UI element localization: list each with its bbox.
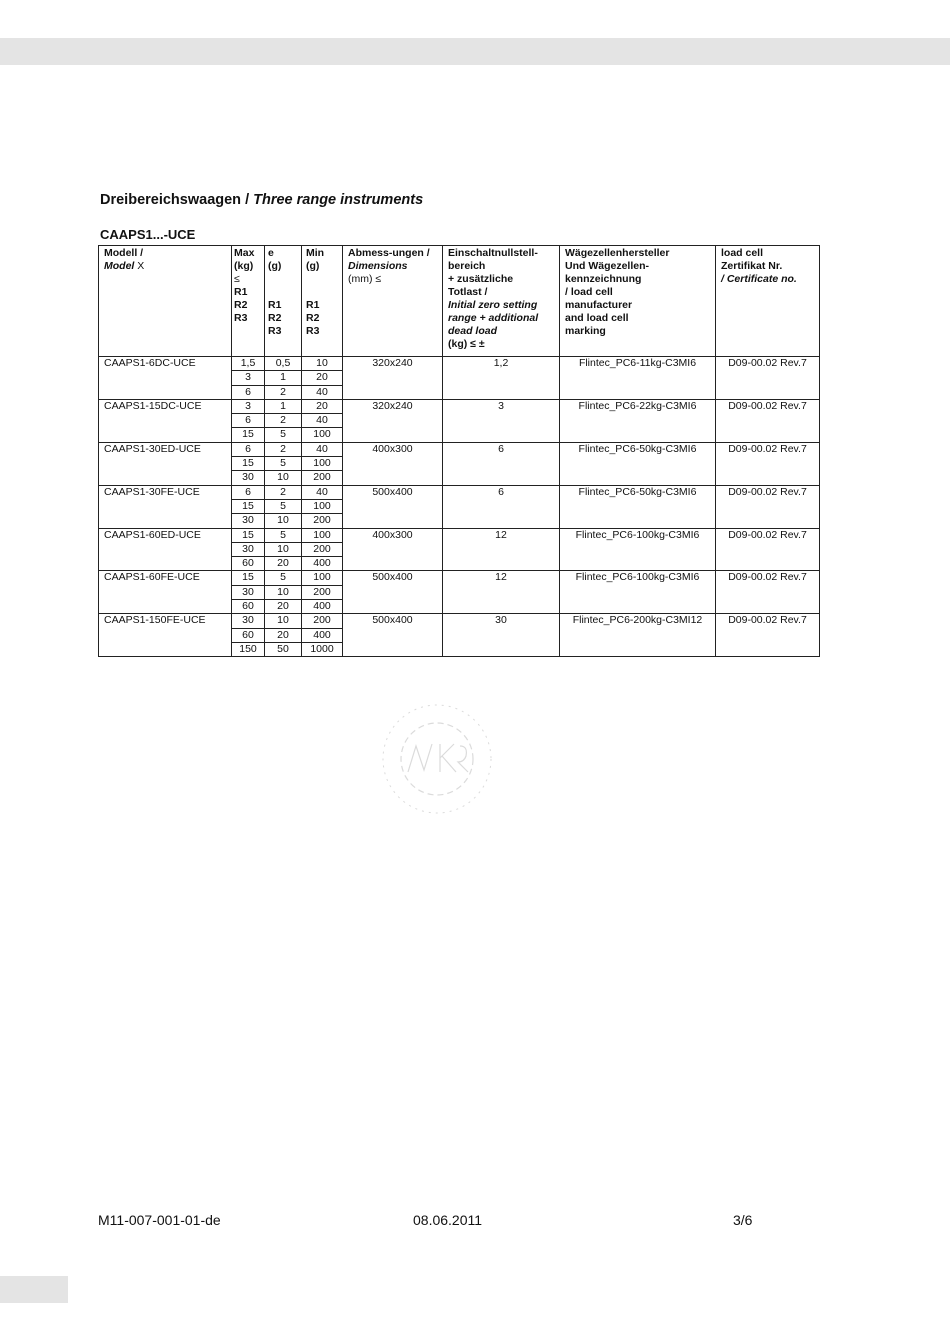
header-dimensions: Abmess-ungen / Dimensions (mm) ≤ <box>343 246 443 357</box>
min-cell: 400 <box>302 557 343 571</box>
load-cell-cell: Flintec_PC6-100kg-C3MI6 <box>560 571 716 614</box>
section-heading: Dreibereichswaagen / Three range instruments <box>100 192 424 208</box>
model-cell: CAAPS1-30FE-UCE <box>99 485 232 528</box>
header-certificate: load cell Zertifikat Nr. / Certificate no. <box>716 246 820 357</box>
dimensions-cell: 400x300 <box>343 528 443 571</box>
min-cell: 1000 <box>302 642 343 656</box>
table-row <box>99 399 820 413</box>
model-series-title: CAAPS1...-UCE <box>100 227 196 242</box>
max-cell: 3 <box>232 399 265 413</box>
three-range-spec-table <box>98 245 820 657</box>
e-cell: 20 <box>265 557 302 571</box>
load-cell-cell: Flintec_PC6-11kg-C3MI6 <box>560 357 716 400</box>
min-cell: 200 <box>302 585 343 599</box>
load-cell-cell: Flintec_PC6-22kg-C3MI6 <box>560 399 716 442</box>
min-cell: 40 <box>302 385 343 399</box>
load-cell-cell: Flintec_PC6-50kg-C3MI6 <box>560 442 716 485</box>
dimensions-cell: 320x240 <box>343 399 443 442</box>
min-cell: 200 <box>302 471 343 485</box>
max-cell: 60 <box>232 557 265 571</box>
table-header-row <box>99 246 820 357</box>
min-cell: 100 <box>302 528 343 542</box>
max-cell: 30 <box>232 542 265 556</box>
model-cell: CAAPS1-15DC-UCE <box>99 399 232 442</box>
table-row <box>99 357 820 371</box>
certificate-cell: D09-00.02 Rev.7 <box>716 399 820 442</box>
e-cell: 2 <box>265 414 302 428</box>
max-cell: 15 <box>232 499 265 513</box>
table-row <box>99 571 820 585</box>
load-cell-cell: Flintec_PC6-50kg-C3MI6 <box>560 485 716 528</box>
max-cell: 15 <box>232 528 265 542</box>
min-cell: 400 <box>302 600 343 614</box>
e-cell: 50 <box>265 642 302 656</box>
e-cell: 5 <box>265 428 302 442</box>
header-e: e (g) R1 R2 R3 <box>265 246 302 357</box>
e-cell: 5 <box>265 499 302 513</box>
dimensions-cell: 400x300 <box>343 442 443 485</box>
document-id: M11-007-001-01-de <box>98 1212 221 1228</box>
zero-cell: 12 <box>443 528 560 571</box>
e-cell: 10 <box>265 514 302 528</box>
header-load-cell-manufacturer: Wägezellenhersteller Und Wägezellen- kennzeichnung / load cell manufacturer and load cell marking <box>560 246 716 357</box>
model-cell: CAAPS1-150FE-UCE <box>99 614 232 657</box>
header-max: Max (kg) ≤ R1 R2 R3 <box>232 246 265 357</box>
certificate-cell: D09-00.02 Rev.7 <box>716 528 820 571</box>
table-row <box>99 614 820 628</box>
e-cell: 5 <box>265 571 302 585</box>
min-cell: 100 <box>302 499 343 513</box>
min-cell: 40 <box>302 485 343 499</box>
max-cell: 60 <box>232 600 265 614</box>
min-cell: 400 <box>302 628 343 642</box>
e-cell: 20 <box>265 628 302 642</box>
min-cell: 10 <box>302 357 343 371</box>
zero-cell: 30 <box>443 614 560 657</box>
e-cell: 10 <box>265 585 302 599</box>
min-cell: 20 <box>302 399 343 413</box>
dimensions-cell: 500x400 <box>343 614 443 657</box>
max-cell: 6 <box>232 485 265 499</box>
min-cell: 40 <box>302 414 343 428</box>
e-cell: 5 <box>265 457 302 471</box>
max-cell: 6 <box>232 385 265 399</box>
e-cell: 5 <box>265 528 302 542</box>
e-cell: 1 <box>265 399 302 413</box>
header-zero-setting: Einschaltnullstell- bereich + zusätzliche Totlast / Initial zero setting range + additional dead load (kg) ≤ ± <box>443 246 560 357</box>
max-cell: 15 <box>232 571 265 585</box>
min-cell: 40 <box>302 442 343 456</box>
max-cell: 150 <box>232 642 265 656</box>
zero-cell: 6 <box>443 485 560 528</box>
dimensions-cell: 500x400 <box>343 485 443 528</box>
min-cell: 100 <box>302 571 343 585</box>
table-row <box>99 442 820 456</box>
certificate-cell: D09-00.02 Rev.7 <box>716 485 820 528</box>
max-cell: 6 <box>232 414 265 428</box>
min-cell: 100 <box>302 428 343 442</box>
header-model: Modell / Model X <box>99 246 232 357</box>
certificate-cell: D09-00.02 Rev.7 <box>716 614 820 657</box>
min-cell: 200 <box>302 514 343 528</box>
max-cell: 1,5 <box>232 357 265 371</box>
page-number: 3/6 <box>733 1212 753 1228</box>
e-cell: 0,5 <box>265 357 302 371</box>
load-cell-cell: Flintec_PC6-100kg-C3MI6 <box>560 528 716 571</box>
e-cell: 10 <box>265 471 302 485</box>
min-cell: 20 <box>302 371 343 385</box>
table-row <box>99 485 820 499</box>
model-cell: CAAPS1-30ED-UCE <box>99 442 232 485</box>
max-cell: 6 <box>232 442 265 456</box>
e-cell: 1 <box>265 371 302 385</box>
certificate-cell: D09-00.02 Rev.7 <box>716 357 820 400</box>
e-cell: 10 <box>265 542 302 556</box>
dimensions-cell: 320x240 <box>343 357 443 400</box>
max-cell: 30 <box>232 585 265 599</box>
e-cell: 2 <box>265 385 302 399</box>
load-cell-cell: Flintec_PC6-200kg-C3MI12 <box>560 614 716 657</box>
max-cell: 30 <box>232 471 265 485</box>
document-date: 08.06.2011 <box>413 1212 483 1228</box>
max-cell: 60 <box>232 628 265 642</box>
model-cell: CAAPS1-60ED-UCE <box>99 528 232 571</box>
header-min: Min (g) R1 R2 R3 <box>302 246 343 357</box>
bottom-gray-tab <box>0 1276 68 1303</box>
model-cell: CAAPS1-6DC-UCE <box>99 357 232 400</box>
max-cell: 30 <box>232 514 265 528</box>
zero-cell: 12 <box>443 571 560 614</box>
min-cell: 200 <box>302 614 343 628</box>
e-cell: 2 <box>265 442 302 456</box>
model-cell: CAAPS1-60FE-UCE <box>99 571 232 614</box>
max-cell: 3 <box>232 371 265 385</box>
zero-cell: 6 <box>443 442 560 485</box>
max-cell: 15 <box>232 428 265 442</box>
e-cell: 10 <box>265 614 302 628</box>
zero-cell: 1,2 <box>443 357 560 400</box>
dimensions-cell: 500x400 <box>343 571 443 614</box>
e-cell: 2 <box>265 485 302 499</box>
max-cell: 15 <box>232 457 265 471</box>
table-row <box>99 528 820 542</box>
zero-cell: 3 <box>443 399 560 442</box>
min-cell: 100 <box>302 457 343 471</box>
certificate-cell: D09-00.02 Rev.7 <box>716 571 820 614</box>
max-cell: 30 <box>232 614 265 628</box>
e-cell: 20 <box>265 600 302 614</box>
top-gray-band <box>0 38 950 65</box>
min-cell: 200 <box>302 542 343 556</box>
certificate-cell: D09-00.02 Rev.7 <box>716 442 820 485</box>
official-stamp-seal <box>378 700 496 818</box>
